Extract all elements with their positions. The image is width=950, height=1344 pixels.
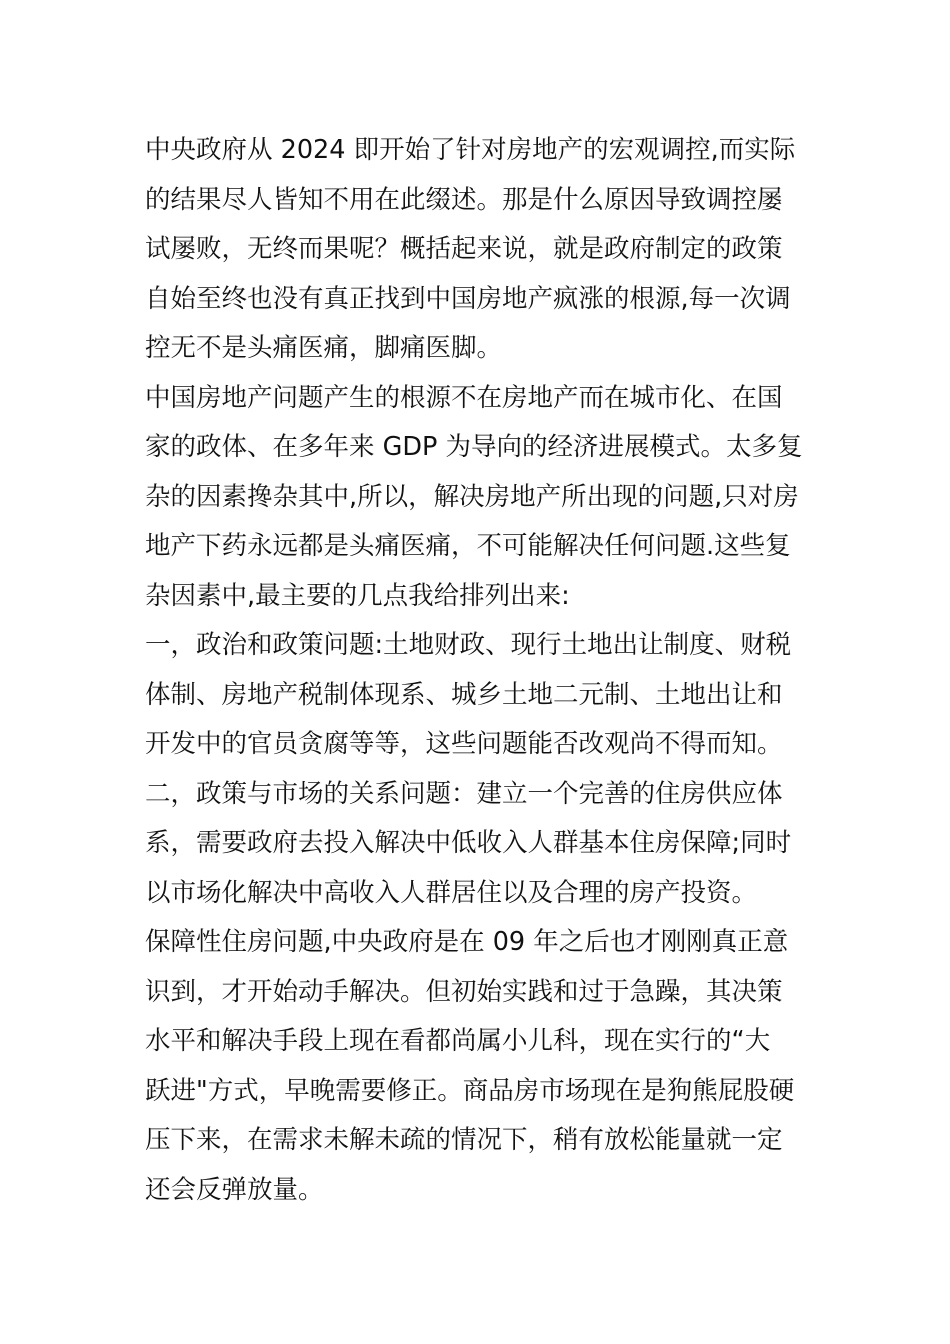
text-line-1: 中央政府从 2024 即开始了针对房地产的宏观调控,而实际 [145, 135, 796, 165]
text-line-10: 杂因素中,最主要的几点我给排列出来: [145, 580, 570, 611]
text-line-16: 以市场化解决中高收入人群居住以及合理的房产投资。 [145, 877, 758, 908]
text-line-21: 压下来，在需求未解未疏的情况下，稍有放松能量就一定 [145, 1125, 783, 1155]
text-line-7: 家的政体、在多年来 GDP 为导向的经济进展模式。太多复 [145, 432, 803, 462]
text-line-11: 一，政治和政策问题:土地财政、现行土地出让制度、财税 [145, 630, 792, 660]
text-line-18: 识到，才开始动手解决。但初始实践和过于急躁，其决策 [145, 976, 783, 1007]
text-line-8: 杂的因素搀杂其中,所以，解决房地产所出现的问题,只对房 [145, 481, 799, 512]
text-line-2: 的结果尽人皆知不用在此缀述。那是什么原因导致调控屡 [145, 184, 783, 215]
text-line-4: 自始至终也没有真正找到中国房地产疯涨的根源,每一次调 [145, 283, 791, 314]
text-line-6: 中国房地产问题产生的根源不在房地产而在城市化、在国 [145, 382, 783, 413]
text-line-5: 控无不是头痛医痛，脚痛医脚。 [145, 333, 503, 363]
text-line-19: 水平和解决手段上现在看都尚属小儿科，现在实行的“大 [145, 1026, 771, 1056]
text-line-15: 系，需要政府去投入解决中低收入人群基本住房保障;同时 [145, 828, 792, 858]
text-line-22: 还会反弹放量。 [145, 1174, 324, 1205]
text-line-9: 地产下药永远都是头痛医痛，不可能解决任何问题.这些复 [145, 531, 791, 561]
text-line-3: 试屡败，无终而果呢？概括起来说，就是政府制定的政策 [145, 234, 783, 264]
text-line-14: 二，政策与市场的关系问题：建立一个完善的住房供应体 [145, 778, 783, 809]
text-line-17: 保障性住房问题,中央政府是在 09 年之后也才刚刚真正意 [145, 927, 789, 957]
text-line-13: 开发中的官员贪腐等等，这些问题能否改观尚不得而知。 [145, 729, 783, 759]
text-line-20: 跃进"方式，早晚需要修正。商品房市场现在是狗熊屁股硬 [145, 1075, 795, 1106]
text-line-12: 体制、房地产税制体现系、城乡土地二元制、土地出让和 [145, 679, 783, 710]
document-body [145, 126, 805, 1215]
